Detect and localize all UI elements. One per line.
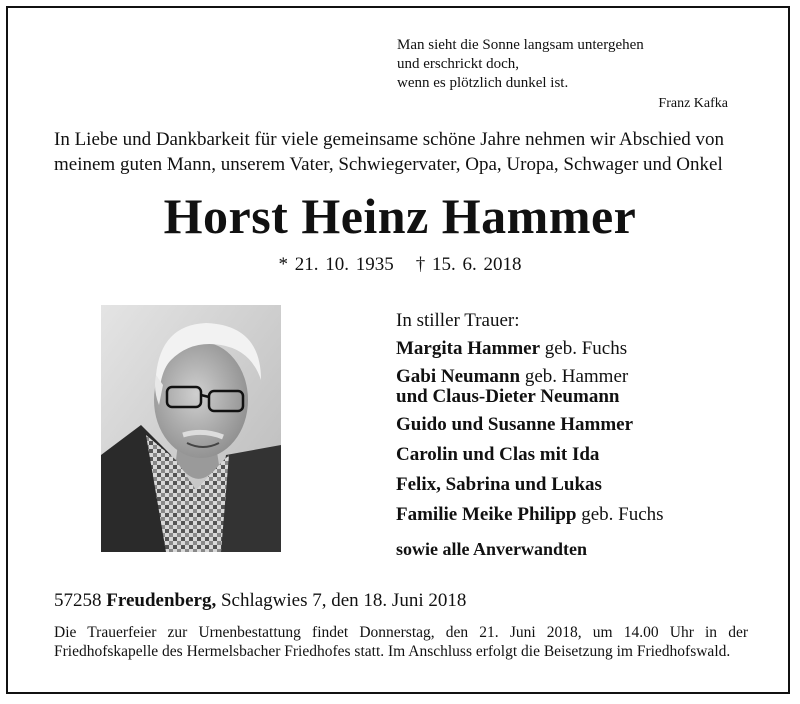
deceased-name: Horst Heinz Hammer [163, 188, 637, 244]
mourner-2-partner [396, 387, 664, 407]
mourner-4-name: Carolin und Clas mit Ida [396, 444, 600, 465]
address-city: Freudenberg, [106, 590, 217, 611]
life-dates [0, 254, 800, 276]
quote-author: Franz Kafka [658, 96, 728, 111]
mourner-2-name: Gabi Neumann [396, 366, 521, 387]
mourners-closing-text: sowie alle Anverwandten [396, 539, 587, 559]
address-rest: Schlagwies 7, den 18. Juni 2018 [216, 590, 467, 611]
mourner-1-name: Margita Hammer [396, 338, 541, 359]
mourner-1-suffix: geb. Fuchs [540, 338, 628, 359]
mourner-6-name: Familie Meike Philipp [396, 504, 577, 525]
mourner-4 [396, 443, 664, 467]
mourners-heading: In stiller Trauer: [396, 310, 520, 331]
portrait-photo [101, 305, 281, 552]
death-date: † 15. 6. 2018 [415, 254, 522, 275]
mourner-6 [396, 503, 664, 527]
mourner-1 [396, 337, 664, 361]
quote-line-3: wenn es plötzlich dunkel ist. [397, 75, 569, 91]
intro-line-2: meinem guten Mann, unserem Vater, Schwiegervater, Opa, Uropa, Schwager und Onkel [54, 154, 723, 175]
mourners-closing [396, 537, 664, 561]
mourner-2-suffix: geb. Hammer [520, 366, 629, 387]
quote-line-1: Man sieht die Sonne langsam untergehen [397, 37, 644, 53]
mourner-5-name: Felix, Sabrina und Lukas [396, 474, 602, 495]
address-line [54, 590, 466, 612]
mourner-2 [396, 367, 664, 387]
birth-date: * 21. 10. 1935 [278, 254, 394, 275]
mourners-list [396, 309, 664, 561]
mourner-3 [396, 413, 664, 437]
kafka-quote [397, 36, 644, 93]
intro-text [54, 127, 754, 177]
mourner-2-partner-name: und Claus-Dieter Neumann [396, 386, 620, 407]
mourner-3-name: Guido und Susanne Hammer [396, 414, 634, 435]
mourner-6-suffix: geb. Fuchs [576, 504, 664, 525]
mourner-5 [396, 473, 664, 497]
quote-line-2: und erschrickt doch, [397, 56, 520, 72]
funeral-info: Die Trauerfeier zur Urnenbestattung findet Donnerstag, den 21. Juni 2018, um 14.00 Uhr in der Friedhofskapelle des Hermelsbacher Friedhofes statt. Im Anschluss erfolgt die Beisetzung im Friedhofswald. [54, 624, 748, 660]
intro-line-1: In Liebe und Dankbarkeit für viele gemeinsame schöne Jahre nehmen wir Abschied von [54, 129, 725, 150]
address-zip: 57258 [54, 590, 107, 611]
